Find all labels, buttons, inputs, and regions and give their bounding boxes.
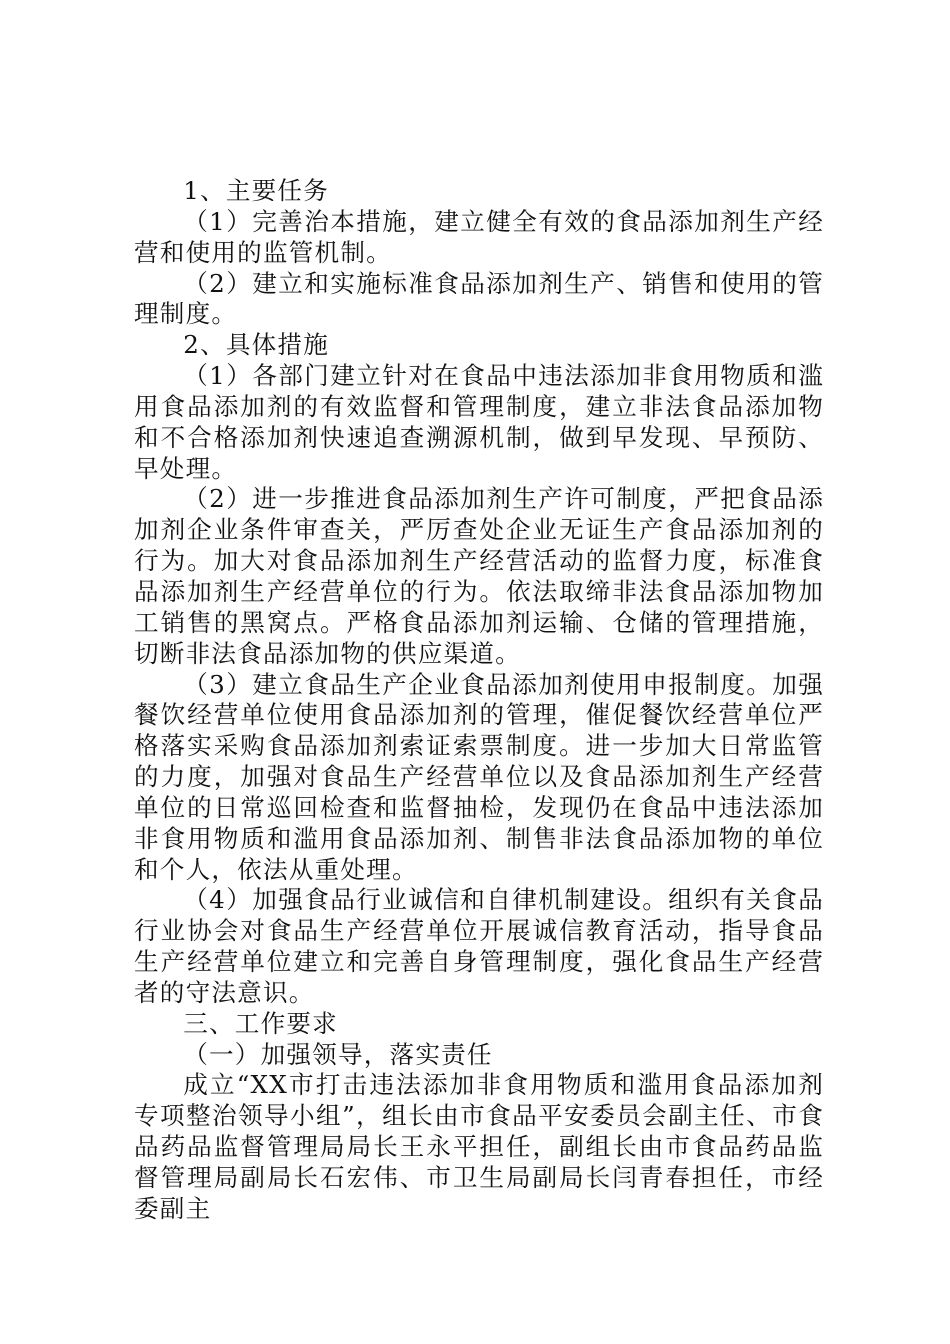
paragraph-leadership-group: 成立“XX市打击违法添加非食用物质和滥用食品添加剂专项整治领导小组”，组长由市食品平安委员会副主任、市食品药品监督管理局局长王永平担任，副组长由市食品药品监督管理局副局长石宏伟、市卫生局副局长闫青春担任，市经委副主 [134, 1070, 824, 1223]
subheading-leadership: （一）加强领导，落实责任 [183, 1039, 493, 1069]
section-heading-main-tasks: 1、主要任务 [183, 176, 330, 205]
paragraph-measure-2: （2）进一步推进食品添加剂生产许可制度，严把食品添加剂企业条件审查关，严厉查处企业无证生产食品添加剂的行为。加大对食品添加剂生产经营活动的监督力度，标准食品添加剂生产经营单位的行为。依法取缔非法食品添加物加工销售的黑窝点。严格食品添加剂运输、仓储的管理措施，切断非法食品添加物的供应渠道。 [134, 484, 824, 668]
paragraph-task-2: （2）建立和实施标准食品添加剂生产、销售和使用的管理制度。 [134, 268, 824, 329]
paragraph-measure-3: （3）建立食品生产企业食品添加剂使用申报制度。加强餐饮经营单位使用食品添加剂的管理，催促餐饮经营单位严格落实采购食品添加剂索证索票制度。进一步加大日常监管的力度，加强对食品生产经营单位以及食品添加剂生产经营单位的日常巡回检查和监督抽检，发现仍在食品中违法添加非食用物质和滥用食品添加剂、制售非法食品添加物的单位和个人，依法从重处理。 [134, 669, 824, 884]
document-body [134, 176, 824, 1225]
paragraph-task-1: （1）完善治本措施，建立健全有效的食品添加剂生产经营和使用的监管机制。 [134, 206, 824, 267]
section-heading-work-requirements: 三、工作要求 [183, 1008, 338, 1038]
paragraph-measure-4: （4）加强食品行业诚信和自律机制建设。组织有关食品行业协会对食品生产经营单位开展诚信教育活动，指导食品生产经营单位建立和完善自身管理制度，强化食品生产经营者的守法意识。 [134, 885, 824, 1007]
section-heading-specific-measures: 2、具体措施 [183, 330, 330, 360]
paragraph-measure-1: （1）各部门建立针对在食品中违法添加非食用物质和滥用食品添加剂的有效监督和管理制度，建立非法食品添加物和不合格添加剂快速追查溯源机制，做到早发现、早预防、早处理。 [134, 361, 824, 483]
